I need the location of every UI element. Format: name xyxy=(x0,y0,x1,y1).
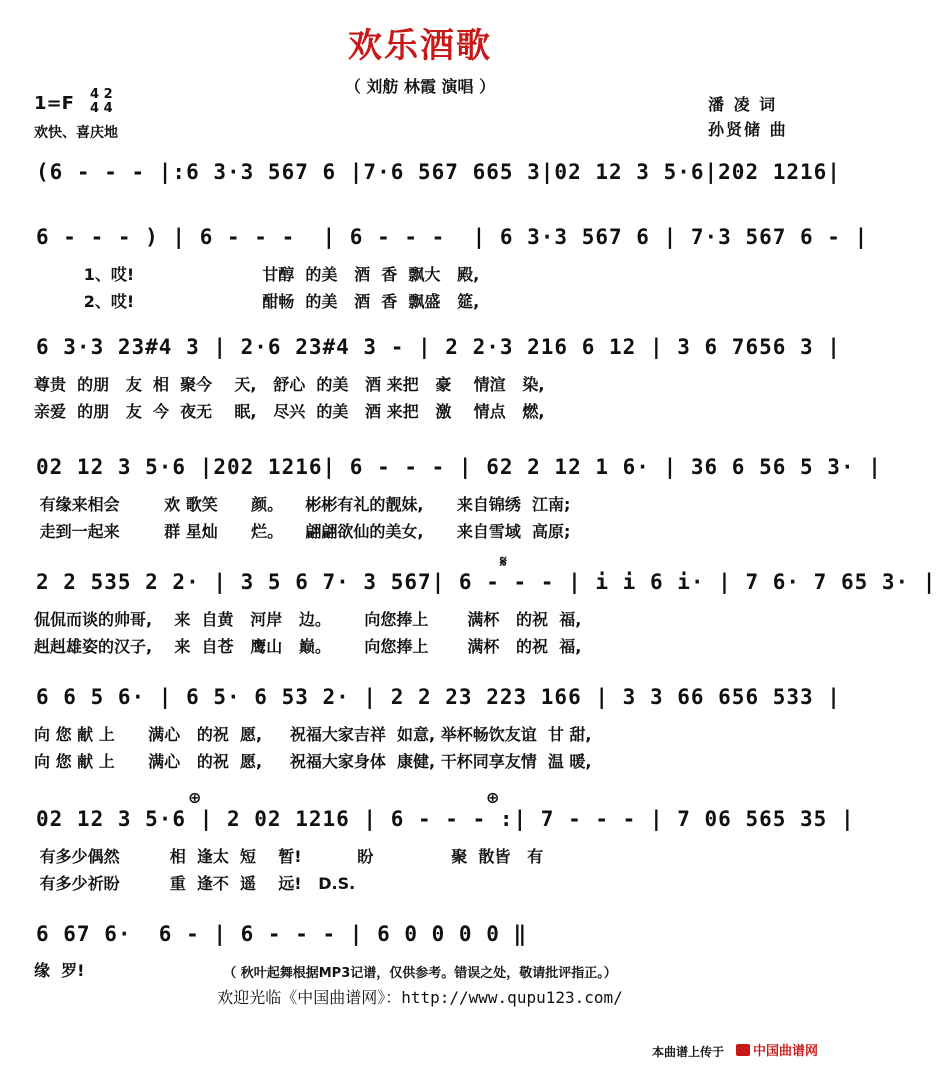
notation: (6 - - - |:6 3·3 567 6 |7·6 567 665 3|02 12 3 5·6|202 1216| xyxy=(36,160,841,184)
coda-sign: ⊕ xyxy=(188,788,202,807)
time-signature xyxy=(90,88,113,116)
lyricist: 潘 凌 词 xyxy=(708,95,778,114)
lyrics-verse-2: 赳赳雄姿的汉子, 来 自苍 鹰山 巅。 向您捧上 满杯 的祝 福, xyxy=(34,637,582,656)
lyrics-verse-1: 向 您 献 上 满心 的祝 愿, 祝福大家吉祥 如意, 举杯畅饮友谊 甘 甜, xyxy=(34,725,592,744)
segno-sign: 𝄋 xyxy=(500,552,507,571)
song-title: 欢乐酒歌 xyxy=(348,26,492,66)
coda-sign: ⊕ xyxy=(486,788,500,807)
key-signature: 1=F xyxy=(34,93,74,114)
lyrics-verse-1: 缘 罗! xyxy=(34,961,85,980)
tempo-marking: 欢快、喜庆地 xyxy=(34,125,118,141)
notation: 6 67 6· 6 - | 6 - - - | 6 0 0 0 0 ‖ xyxy=(36,922,528,946)
lyrics-verse-2: 走到一起来 群 星灿 烂。 翩翩欲仙的美女, 来自雪域 高原; xyxy=(34,522,571,541)
upload-label: 本曲谱上传于 xyxy=(652,1045,725,1059)
lyrics-verse-1: 侃侃而谈的帅哥, 来 自黄 河岸 边。 向您捧上 满杯 的祝 福, xyxy=(34,610,582,629)
meter-bottom: 4 4 xyxy=(90,101,113,116)
lyrics-verse-2: 2、哎! 酣畅 的美 酒 香 飘盛 筵, xyxy=(28,292,480,311)
lyrics-verse-2: 亲爱 的朋 友 今 夜无 眠, 尽兴 的美 酒 来把 激 情点 燃, xyxy=(34,402,545,421)
lyrics-verse-1: 1、哎! 甘醇 的美 酒 香 飘大 殿, xyxy=(28,265,480,284)
notation: 02 12 3 5·6 | 2 02 1216 | 6 - - - :| 7 - - - | 7 06 565 35 | xyxy=(36,807,855,831)
logo-text: 中国曲谱网 xyxy=(753,1044,819,1059)
notation: 6 3·3 23#4 3 | 2·6 23#4 3 - | 2 2·3 216 6 12 | 3 6 7656 3 | xyxy=(36,335,841,359)
transcription-note: （ 秋叶起舞根据MP3记谱，仅供参考。错误之处，敬请批评指正。） xyxy=(223,966,617,981)
lyrics-verse-1: 有缘来相会 欢 歌笑 颜。 彬彬有礼的靓妹, 来自锦绣 江南; xyxy=(34,495,571,514)
site-welcome[interactable]: 欢迎光临《中国曲谱网》：http://www.qupu123.com/ xyxy=(217,988,623,1007)
singers: （ 刘舫 林霞 演唱 ） xyxy=(344,77,496,96)
lyrics-verse-2: 有多少祈盼 重 逢不 遥 远! D.S. xyxy=(34,874,356,893)
lyrics-verse-1: 尊贵 的朋 友 相 聚今 天, 舒心 的美 酒 来把 豪 情渲 染, xyxy=(34,375,545,394)
notation: 2 2 535 2 2· | 3 5 6 7· 3 567| 6 - - - | i i 6 i· | 7 6· 7 65 3· | xyxy=(36,570,936,594)
lyrics-verse-2: 向 您 献 上 满心 的祝 愿, 祝福大家身体 康健, 干杯同享友情 温 暖, xyxy=(34,752,592,771)
notation: 6 6 5 6· | 6 5· 6 53 2· | 2 2 23 223 166 | 3 3 66 656 533 | xyxy=(36,685,841,709)
notation: 6 - - - ) | 6 - - - | 6 - - - | 6 3·3 567 6 | 7·3 567 6 - | xyxy=(36,225,869,249)
lyrics-verse-1: 有多少偶然 相 逢太 短 暂! 盼 聚 散皆 有 xyxy=(34,847,544,866)
notation: 02 12 3 5·6 |202 1216| 6 - - - | 62 2 12 1 6· | 36 6 56 5 3· | xyxy=(36,455,882,479)
meter-top: 4 2 xyxy=(90,87,113,102)
site-logo[interactable] xyxy=(736,1040,818,1059)
logo-icon xyxy=(736,1044,750,1056)
composer: 孙贤储 曲 xyxy=(708,120,788,139)
